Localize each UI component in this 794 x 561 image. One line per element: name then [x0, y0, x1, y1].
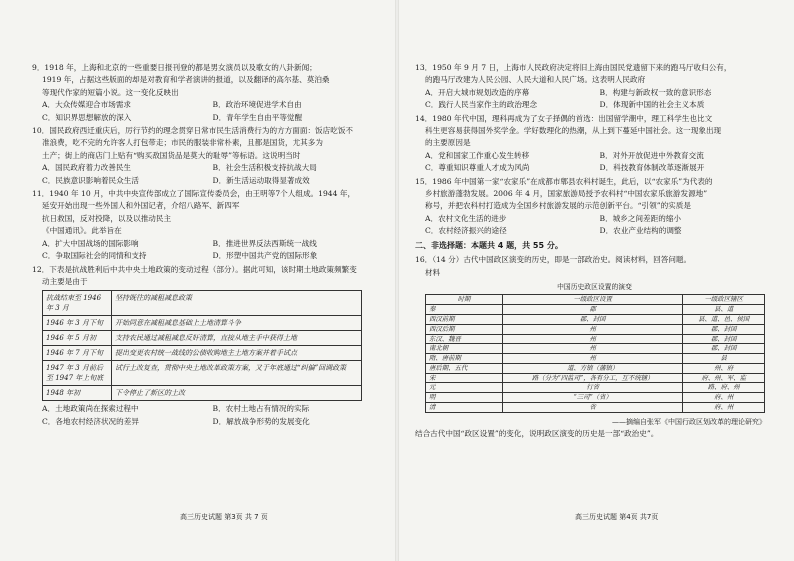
region-cell: 州 — [503, 334, 683, 344]
table-row — [426, 373, 765, 383]
era-cell: 元 — [426, 383, 503, 393]
jurisdiction-cell: 州、府 — [683, 363, 765, 373]
question-12-line-2: 动主要是由于 — [42, 276, 88, 286]
era-cell: 南北朝 — [426, 344, 503, 354]
region-cell: “三司”（省） — [503, 393, 683, 403]
era-cell: 宋 — [426, 373, 503, 383]
table-row — [426, 314, 765, 324]
option-d: D．科技教育体制改革逐渐展开 — [599, 163, 705, 173]
option-d: D．农业产业结构的调整 — [599, 226, 682, 236]
policy-cell: 试行土改复查，贯彻中央土地改革政策方案，又于年底通过“纠偏”回调政策 — [112, 361, 362, 386]
question-10-options — [32, 162, 383, 187]
table-row — [43, 331, 362, 346]
question-11-line-1: 11．1940 年 10 月，中共中央宣传部成立了国际宣传委员会，由王明等7个人组成。1944 年， — [32, 189, 356, 199]
table-row — [426, 354, 765, 364]
question-15-options — [415, 213, 774, 238]
region-cell: 州 — [503, 354, 683, 364]
question-11-line-2: 延安开始出现一些外国人和外国记者，介绍八路军、新四军 — [42, 201, 240, 211]
question-9-line-1: 9．1918 年，上海和北京的一些重要日报刊登的都是男女演员以及歌女的八卦新闻； — [32, 63, 317, 72]
option-c: C．民族意识影响着民众生活 — [42, 175, 139, 185]
option-a: A．国民政府着力改善民生 — [42, 163, 132, 173]
policy-cell: 下令停止了新区的土改 — [112, 386, 362, 401]
page-3-footer: 高三历史试题 第3页 共 7 页 — [180, 513, 268, 521]
jurisdiction-cell: 府、州 — [683, 393, 765, 403]
question-13-options — [415, 87, 774, 112]
question-16 — [415, 254, 774, 441]
table-row — [43, 386, 362, 401]
option-c: C．践行人民当家作主的政治理念 — [425, 100, 538, 110]
question-11-line-3: 抗日救国，反对投降，以及以推动民主 — [42, 213, 172, 223]
option-a: A．土地政策尚在探索过程中 — [42, 404, 139, 414]
era-cell: 清 — [426, 403, 503, 413]
region-cell: 道、方镇（藩镇） — [503, 363, 683, 373]
option-b: B．构建与新政权一致的意识形态 — [599, 87, 712, 97]
option-c: C．知识界思想解放的深入 — [42, 112, 132, 122]
period-cell: 1946 年 7 月下旬 — [43, 346, 112, 361]
jurisdiction-cell: 县 — [683, 354, 765, 364]
question-10-line-2: 准浪费，吃不完的允许客人打包带走；市民的服装非常朴素，且都是国货，尤其多为 — [42, 138, 323, 148]
question-14-line-2: 科生更容易获得国外奖学金。学好数理化的热潮，从上到下蔓延中国社会。这一现象出现 — [425, 126, 722, 136]
jurisdiction-cell: 郡、封国 — [683, 324, 765, 334]
era-cell: 西汉前期 — [426, 314, 503, 324]
policy-cell: 支持农民通过减租减息反奸清算，直接从地主手中获得土地 — [112, 331, 362, 346]
region-cell: 省 — [503, 403, 683, 413]
table-row — [426, 393, 765, 403]
question-15-line-2: 乡村旅游蓬勃发展。2006 年 4 月，国家旅游局授予农科村“中国农家乐旅游发源地” — [425, 189, 708, 199]
region-cell: 行省 — [503, 383, 683, 393]
option-b: B．农村土地占有情况的实际 — [212, 404, 310, 414]
era-cell: 秦 — [426, 305, 503, 315]
question-9 — [32, 62, 383, 124]
question-13 — [415, 62, 774, 112]
policy-cell: 提出变更农村统一战线的公债收购地主土地方案并着手试点 — [112, 346, 362, 361]
option-d: D．青年学生自由平等觉醒 — [212, 112, 303, 122]
option-d: D．体现新中国的社会主义本质 — [599, 100, 705, 110]
jurisdiction-cell: 县、道、邑、侯国 — [683, 314, 765, 324]
jurisdiction-cell: 县、道 — [683, 305, 765, 315]
option-b: B．社会生活积极支持抗战大局 — [212, 163, 317, 173]
policy-cell: 开始同意在减租减息基础上土地清算斗争 — [112, 316, 362, 331]
option-d: D．解放战争形势的发展变化 — [212, 416, 310, 426]
jurisdiction-cell: 郡、封国 — [683, 344, 765, 354]
question-12 — [32, 264, 383, 429]
era-cell: 唐后期、五代 — [426, 363, 503, 373]
question-9-line-3: 等现代作家的短篇小说。这一变化反映出 — [42, 87, 179, 97]
question-14 — [415, 113, 774, 175]
region-cell: 州 — [503, 344, 683, 354]
option-c: C．各地农村经济状况的差异 — [42, 416, 139, 426]
question-15-line-1: 15．1986 年中国第一家“农家乐”在成都市郫县农科村诞生，此后，以“农家乐”为代表的 — [415, 176, 713, 186]
region-cell: 郡、封国 — [503, 314, 683, 324]
table-row — [426, 344, 765, 354]
question-16-line-1: 16．（14 分）古代中国政区演变的历史，即是一部政治史。阅读材料，回答问题。 — [415, 255, 692, 265]
question-13-line-1: 13．1950 年 9 月 7 日，上海市人民政府决定将旧上海由国民党遗留下来的跑马厅收归公有， — [415, 63, 732, 72]
question-10 — [32, 125, 383, 187]
question-11-line-4: 《中国通讯》。此举旨在 — [42, 226, 122, 236]
question-13-line-2: 的跑马厅改建为人民公园、人民大道和人民广场。这表明人民政府 — [425, 75, 646, 85]
option-a: A．开启大城市规划改造的序幕 — [425, 87, 530, 97]
era-cell: 明 — [426, 393, 503, 403]
question-10-line-3: 土产；街上的商店门上贴有“购买敌国货品是莫大的耻辱”等标语。这说明当时 — [42, 150, 301, 160]
table-row — [43, 346, 362, 361]
region-cell: 州 — [503, 324, 683, 334]
period-cell: 1946 年 3 月下旬 — [43, 316, 112, 331]
region-cell: 郡 — [503, 305, 683, 315]
table-row — [426, 363, 765, 373]
page-4 — [397, 0, 794, 561]
question-15-line-3: 称号，并把农科村打造成为全国乡村旅游发展的示范创新平台。“引领”的实质是 — [425, 201, 691, 211]
era-cell: 隋、唐前期 — [426, 354, 503, 364]
material-source: ——摘编自张军《中国行政区划改革的理论研究》 — [612, 417, 766, 426]
period-cell: 1947 年 3 月前后至 1947 年上旬底 — [43, 361, 112, 386]
option-c: C．争取国际社会的同情和支持 — [42, 251, 147, 261]
question-12-options — [32, 403, 383, 428]
question-14-options — [415, 150, 774, 175]
region-cell: 路（分为“四监司”，各有分工，互不统辖） — [503, 373, 683, 383]
policy-cell: 坚持既往的减租减息政策 — [112, 291, 362, 316]
page-4-footer: 高三历史试题 第4页 共7页 — [575, 513, 659, 521]
table-row — [426, 305, 765, 315]
section-heading: 二、非选择题：本题共 4 题，共 55 分。 — [415, 240, 563, 250]
era-cell: 东汉、魏晋 — [426, 334, 503, 344]
question-11-options — [32, 238, 383, 263]
period-cell: 抗战结束至 1946 年 3 月 — [43, 291, 112, 316]
option-b: B．对外开放促进中外教育交流 — [599, 150, 704, 160]
option-c: C．农村经济振兴的途径 — [425, 226, 507, 236]
option-d: D．形塑中国共产党的国际形象 — [212, 251, 318, 261]
option-b: B．推进世界反法西斯统一战线 — [212, 238, 317, 248]
table-row — [43, 361, 362, 386]
period-cell: 1948 年初 — [43, 386, 112, 401]
jurisdiction-cell: 路、府、州 — [683, 383, 765, 393]
land-policy-table — [42, 290, 362, 401]
option-a: A．党和国家工作重心发生转移 — [425, 150, 530, 160]
table-row — [426, 324, 765, 334]
question-9-options — [32, 99, 383, 124]
option-b: B．政治环境促进学术自由 — [212, 100, 302, 110]
table-title: 中国历史政区设置的演变 — [557, 282, 632, 291]
option-a: A．大众传媒迎合市场需求 — [42, 100, 132, 110]
table-row — [426, 334, 765, 344]
question-14-line-3: 的主要原因是 — [425, 138, 471, 148]
jurisdiction-cell: 府、州 — [683, 403, 765, 413]
table-header-row — [426, 295, 765, 305]
option-a: A．扩大中国战场的国际影响 — [42, 238, 139, 248]
question-12-line-1: 12．下表是抗战胜利后中共中央土地政策的变动过程（部分）。据此可知，该时期土地政策频繁变 — [32, 264, 357, 274]
question-14-line-1: 14．1980 年代中国，理科再成为了女子择偶的首选：出国留学潮中，理工科学生也比文 — [415, 113, 713, 123]
question-15 — [415, 176, 774, 238]
table-row — [426, 403, 765, 413]
question-10-line-1: 10．国民政府西迁重庆后，厉行节约的理念贯穿日常市民生活消费行为的方方面面：饭店吃饭不 — [32, 126, 354, 136]
era-cell: 西汉后期 — [426, 324, 503, 334]
jurisdiction-cell: 郡、封国 — [683, 334, 765, 344]
option-b: B．城乡之间差距的缩小 — [599, 213, 682, 223]
table-row — [426, 383, 765, 393]
header-first-level: 一级政区设置 — [503, 295, 683, 305]
region-evolution-table — [425, 294, 765, 413]
jurisdiction-cell: 府、州、军、监 — [683, 373, 765, 383]
question-16-material-label: 材料 — [425, 267, 441, 277]
question-11 — [32, 188, 383, 262]
option-d: D．新生活运动取得显著成效 — [212, 175, 310, 185]
period-cell: 1946 年 5 月初 — [43, 331, 112, 346]
header-period: 时期 — [426, 295, 503, 305]
option-c: C．尊重知识尊重人才成为风尚 — [425, 163, 530, 173]
table-row — [43, 291, 362, 316]
option-a: A．农村文化生活的进步 — [425, 213, 507, 223]
question-16-prompt: 结合古代中国“政区设置”的变化，说明政区演变的历史是一部“政治史”。 — [415, 429, 659, 439]
question-9-line-2: 1919 年，占据这些版面的却是对教育和学者演讲的报道，以及翻译的高尔基、莫泊桑 — [42, 75, 330, 85]
header-jurisdiction: 一级政区辖区 — [683, 295, 765, 305]
table-row — [43, 316, 362, 331]
